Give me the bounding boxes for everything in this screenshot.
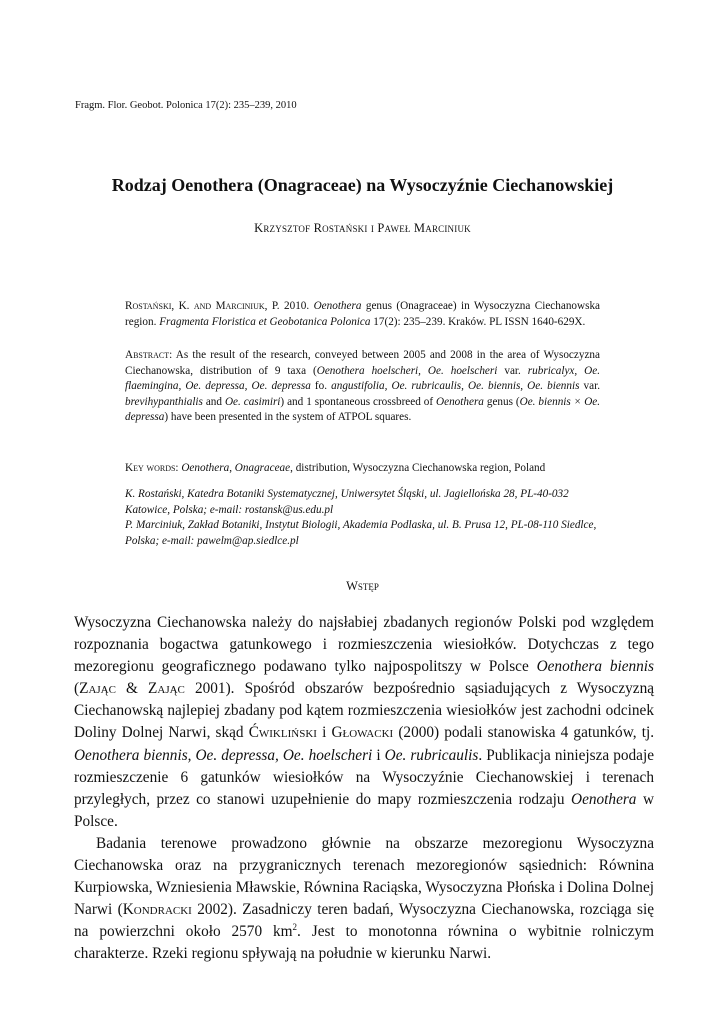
citation-journal: Fragmenta Floristica et Geobotanica Polonica bbox=[159, 315, 371, 328]
abstract-taxon: Oenothera bbox=[436, 395, 484, 408]
abstract-text: fo. bbox=[314, 380, 328, 393]
abstract-text: genus ( bbox=[486, 395, 520, 408]
abstract-taxon: Oenothera hoelscheri, Oe. hoelscheri bbox=[316, 364, 498, 377]
paragraph-text: . Jest to monotonna równina o wybitnie rolniczym charakterze. Rzeki regionu spływają na południe w kierunku Narwi. bbox=[74, 923, 655, 963]
paragraph-1 bbox=[74, 612, 654, 833]
citation-genus: Oenothera bbox=[313, 300, 362, 312]
cited-author: Kondracki bbox=[122, 901, 192, 919]
citation-rest: genus (Onagraceae) in Wysoczyzna Ciechanowska region. bbox=[125, 300, 601, 328]
paragraph-text: 2002). Zasadniczy teren badań, Wysoczyzna Ciechanowska, rozciąga się na powierzchni około 2570 km bbox=[74, 901, 654, 941]
citation-year: 2010. bbox=[284, 300, 310, 312]
running-head: Fragm. Flor. Geobot. Polonica 17(2): 235–239, 2010 bbox=[75, 100, 297, 111]
citation bbox=[125, 299, 600, 330]
abstract-text: As the result of the research, conveyed between 2005 and 2008 in the area of Wysoczyzna Ciechanowska, distribution of 9 taxa ( bbox=[125, 349, 600, 377]
cited-author: Zając & Zając bbox=[79, 680, 185, 698]
abstract-label: Abstract: bbox=[125, 349, 173, 361]
paragraph-text: 2001). Spośród obszarów bezpośrednio sąsiadujących z Wysoczyzną Ciechanowską najlepiej zbadany pod kątem rozmieszczenia wiesiołków jest zachodni odcinek Doliny Dolnej Narwi, skąd bbox=[74, 680, 655, 742]
abstract-taxon: rubricalyx, Oe. flaemingina, Oe. depressa, Oe. depressa bbox=[125, 364, 601, 393]
superscript: 2 bbox=[292, 922, 298, 933]
taxon-name: Oenothera biennis, Oe. depressa, Oe. hoelscheri bbox=[74, 746, 373, 764]
citation-authors: Rostański, K. and Marciniuk, P. bbox=[125, 300, 280, 312]
paragraph-2 bbox=[74, 833, 654, 966]
keyword-separator: , bbox=[229, 462, 232, 474]
taxon-name: Oenothera biennis bbox=[536, 658, 655, 676]
article-title: Rodzaj Oenothera (Onagraceae) na Wysoczyźnie Ciechanowskiej bbox=[111, 175, 614, 195]
abstract-taxon: Oe. biennis × Oe. depressa bbox=[125, 395, 601, 424]
paragraph-text: w Polsce. bbox=[74, 790, 655, 830]
abstract-text: ) have been presented in the system of ATPOL squares. bbox=[164, 411, 412, 424]
keywords bbox=[125, 461, 600, 477]
keyword-genus: Oenothera bbox=[181, 462, 230, 474]
paragraph-text: Badania terenowe prowadzono głównie na obszarze mezoregionu Wysoczyzna Ciechanowska oraz na przygranicznych terenach mezoregionów sąsiednich: Równina Kurpiowska, Wzniesienia Mławskie, Równina Raciąska, Wysoczyzna Płońska i Dolina Dolnej Narwi ( bbox=[74, 834, 654, 919]
abstract-taxon: Oe. casimiri bbox=[224, 395, 281, 408]
citation-volume: 17(2): 235–239. Kraków. PL ISSN 1640-629X. bbox=[373, 315, 586, 328]
paragraph-text: i bbox=[322, 724, 327, 742]
keyword-family: Onagraceae bbox=[234, 462, 291, 474]
taxon-name: Oenothera bbox=[571, 790, 637, 808]
cited-author: Ćwikliński bbox=[248, 724, 317, 742]
abstract-taxon: angustifolia, Oe. rubricaulis, Oe. biennis, Oe. biennis bbox=[331, 380, 580, 393]
section-heading: Wstęp bbox=[346, 579, 379, 593]
abstract-text: var. bbox=[504, 364, 521, 377]
abstract-text: and bbox=[205, 395, 222, 408]
keywords-label: Key words: bbox=[125, 462, 179, 474]
body-text bbox=[74, 612, 654, 966]
abstract-taxon: brevihypanthialis bbox=[125, 395, 203, 408]
address-2: P. Marciniuk, Zakład Botaniki, Instytut Biologii, Akademia Podlaska, ul. B. Prusa 12, PL-08-110 Siedlce, Polska; e-mail: pawelm@ap.siedlce.pl bbox=[125, 519, 597, 547]
keywords-rest: , distribution, Wysoczyzna Ciechanowska region, Poland bbox=[290, 462, 546, 474]
paragraph-text: ( bbox=[74, 680, 80, 698]
abstract-text: var. bbox=[583, 380, 600, 393]
abstract bbox=[125, 348, 600, 426]
taxon-name: Oe. rubricaulis bbox=[384, 746, 479, 764]
address-1: K. Rostański, Katedra Botaniki Systematycznej, Uniwersytet Śląski, ul. Jagiellońska 28, PL-40-032 Katowice, Polska; e-mail: rostansk@us.edu.pl bbox=[125, 488, 569, 516]
cited-author: Głowacki bbox=[331, 724, 394, 742]
paragraph-text: . Publikacja niniejsza podaje rozmieszczenie 6 gatunków wiesiołków na Wysoczyźnie Ciechanowskiej i terenach przyległych, przez co stanowi uzupełnienie do mapy rozmieszczenia rodzaju bbox=[74, 746, 655, 808]
article-authors: Krzysztof Rostański i Paweł Marciniuk bbox=[254, 221, 471, 235]
paragraph-text: i bbox=[376, 746, 381, 764]
author-addresses bbox=[125, 487, 600, 549]
paragraph-text: (2000) podali stanowiska 4 gatunków, tj. bbox=[398, 724, 655, 742]
paragraph-text: Wysoczyzna Ciechanowska należy do najsłabiej zbadanych regionów Polski pod względem rozpoznania bogactwa gatunkowego i rozmieszczenia wiesiołków. Dotychczas z tego mezoregionu geograficznego podawano tylko najpospolitszy w Polsce bbox=[74, 614, 654, 676]
abstract-text: ) and 1 spontaneous crossbreed of bbox=[280, 395, 434, 408]
